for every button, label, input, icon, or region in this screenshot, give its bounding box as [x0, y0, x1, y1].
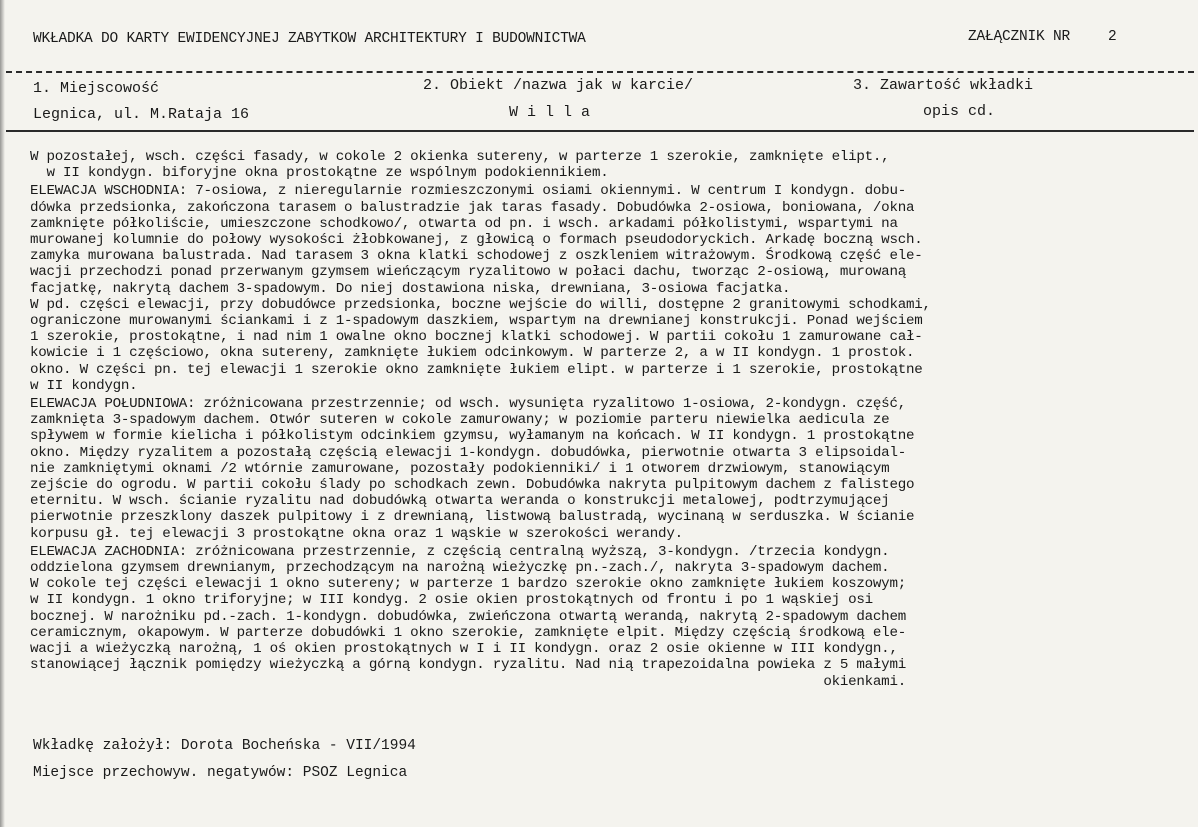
document-title: WKŁADKA DO KARTY EWIDENCYJNEJ ZABYTKOW ARCHITEKTURY I BUDOWNICTWA	[33, 31, 586, 47]
section-south-line: ELEWACJA POŁUDNIOWA: zróżnicowana przestrzennie; od wsch. wysunięta ryzalitowo 1-osiowa, 2-kondygn. część,	[30, 396, 906, 413]
body-line: wacji a wieżyczką narożną, 1 oś okien prostokątnych w I i II kondygn. oraz 2 osie okienne w III kondygn.,	[30, 641, 898, 658]
body-line: ceramicznym, okapowym. W parterze dobudówki 1 okno szerokie, zamknięte elpit. Między częścią środkową ele-	[30, 624, 906, 641]
body-line: murowanej kolumnie do połowy wysokości żłobkowanej, z głowicą o formach pseudodoryckich. Arkadę boczną wsch.	[30, 232, 923, 249]
body-line: W cokole tej części elewacji 1 okno sutereny; w parterze 1 bardzo szerokie okno zamknięte łukiem koszowym;	[30, 576, 906, 593]
object-value: W i l l a	[509, 104, 591, 121]
attachment-label: ZAŁĄCZNIK NR	[968, 29, 1071, 45]
body-line: W pozostałej, wsch. części fasady, w cokole 2 okienka sutereny, w parterze 1 szerokie, zamknięte elipt.,	[30, 149, 890, 165]
body-line: w II kondygn.	[30, 377, 138, 394]
section-west-line: ELEWACJA ZACHODNIA: zróżnicowana przestrzennie, z częścią centralną wyższą, 3-kondygn. /trzecia kondygn.	[30, 543, 890, 560]
author-note: Wkładkę założył: Dorota Bocheńska - VII/1994	[33, 738, 416, 754]
description-body	[30, 149, 1170, 690]
content-value: opis cd.	[923, 103, 996, 120]
negatives-location: Miejsce przechowyw. negatywów: PSOZ Legnica	[33, 765, 408, 781]
body-line: dówka przedsionka, zakończona tarasem o balustradzie jak taras fasady. Dobudówka 2-osiowa, boniowana, /okna	[30, 199, 915, 216]
body-line: 1 szerokie, prostokątne, i nad nim 1 owalne okno bocznej klatki schodowej. W partii cokołu 1 zamurowane cał-	[30, 329, 923, 346]
object-label: 2. Obiekt /nazwa jak w karcie/	[423, 77, 694, 94]
body-line: oddzielona gzymsem drewnianym, przechodzącym na narożną wieżyczkę pn.-zach./, nakryta 3-spadowym dachem.	[30, 560, 890, 577]
body-line: w II kondygn. biforyjne okna prostokątne ze wspólnym podokiennikiem.	[30, 165, 609, 182]
body-line: zejście do ogrodu. W partii cokołu ślady po schodkach zewn. Dobudówka nakryta pulpitowym dachem z falistego	[30, 477, 915, 494]
fields-divider	[6, 130, 1194, 132]
locality-label: 1. Miejscowość	[33, 80, 160, 97]
locality-value: Legnica, ul. M.Rataja 16	[33, 106, 250, 123]
scan-edge-shadow	[0, 0, 5, 827]
body-line: korpusu gł. tej elewacji 3 prostokątne okna oraz 1 wąskie w szerokości werandy.	[30, 525, 683, 542]
body-line: zamyka murowana balustrada. Nad tarasem 3 okna klatki schodowej z oszkleniem witrażowym. Środkową część ele-	[30, 248, 923, 265]
body-line: okno. Między ryzalitem a pozostałą częścią elewacji 1-kondygn. dobudówka, pierwotnie otwarta 3 elipsoidal-	[30, 444, 906, 461]
body-line: facjatkę, nakrytą dachem 3-spadowym. Do niej dostawiona niska, drewniana, 3-osiowa facjatka.	[30, 280, 791, 297]
body-line: spływem w formie kielicha i półkolistym odcinkiem gzymsu, wyłamanym na końcach. W II kondygn. 1 prostokątne	[30, 428, 915, 445]
section-east-line: ELEWACJA WSCHODNIA: 7-osiowa, z nieregularnie rozmieszczonymi osiami okiennymi. W centrum I kondygn. dobu-	[30, 183, 906, 200]
body-line: wacji przechodzi ponad przerwanym gzymsem wieńczącym ryzalitowo w połaci dachu, tworząc 2-osiową, murowaną	[30, 264, 906, 281]
header-divider	[6, 71, 1194, 73]
body-line: pierwotnie przeszklony daszek pulpitowy i z drewnianą, listwową balustradą, wycinaną w serduszka. W ścianie	[30, 509, 915, 526]
body-line: eternitu. W wsch. ścianie ryzalitu nad dobudówką otwarta weranda o konstrukcji metalowej, podtrzymującej	[30, 493, 890, 510]
body-line: nie zamkniętymi oknami /2 wtórnie zamurowane, pozostały podokienniki/ i 1 otworem drzwiowym, stanowiącym	[30, 460, 890, 477]
body-line: W pd. części elewacji, przy dobudówce przedsionka, boczne wejście do willi, dostępne 2 granitowymi schodkami,	[30, 296, 931, 313]
body-line: okienkami.	[30, 673, 906, 690]
body-line: bocznej. W narożniku pd.-zach. 1-kondygn. dobudówka, zwieńczona otwartą werandą, nakrytą 2-spadowym dachem	[30, 608, 906, 625]
content-label: 3. Zawartość wkładki	[853, 77, 1034, 94]
body-line: zamknięte półkoliście, umieszczone schodkowo/, otwarta od pn. i wsch. arkadami półkolistymi, wspartymi na	[30, 215, 898, 232]
attachment-number: 2	[1108, 29, 1117, 45]
body-line: zamknięta 3-spadowym dachem. Otwór suteren w cokole zamurowany; w poziomie parteru niewielka aedicula ze	[30, 412, 890, 429]
body-line: w II kondygn. 1 okno triforyjne; w III kondyg. 2 osie okien prostokątnych od frontu i po 1 wąskiej osi	[30, 592, 873, 609]
body-line: ograniczone murowanymi ściankami i z 1-spadowym daszkiem, wspartym na drewnianej konstrukcji. Ponad wejściem	[30, 313, 923, 330]
body-line: okno. W części pn. tej elewacji 1 szerokie okno zamknięte łukiem elipt. w parterze i 1 szerokie, prostokątne	[30, 361, 923, 378]
body-line: kowicie i 1 częściowo, okna sutereny, zamknięte łukiem odcinkowym. W parterze 2, a w II kondygn. 1 prostok.	[30, 345, 915, 362]
body-line: stanowiącej łącznik pomiędzy wieżyczką a górną kondygn. ryzalitu. Nad nią trapezoidalna powieka z 5 małymi	[30, 657, 906, 674]
